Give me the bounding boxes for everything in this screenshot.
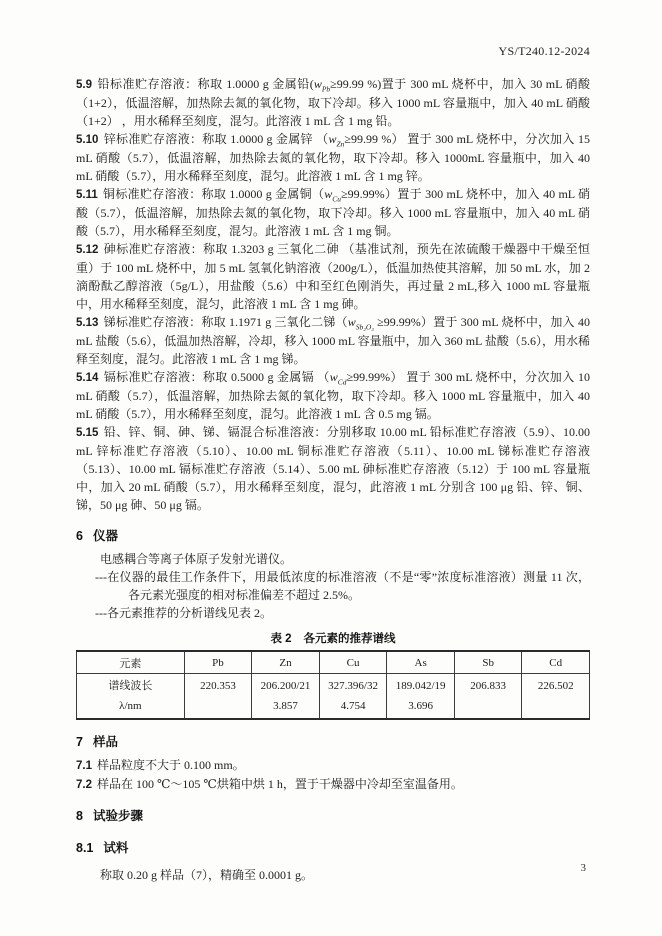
row-label-line2: λ/nm [119, 700, 142, 712]
section-8-heading [76, 806, 590, 824]
row-label-line1: 谱线波长 [108, 680, 153, 692]
value-cd-line1: 226.502 [537, 680, 574, 692]
clause-5-9 [76, 75, 590, 130]
clause-5-15 [76, 423, 590, 514]
clause-8-1-heading [76, 838, 590, 856]
clause-text: 锌标准贮存溶液：称取 1.0000 g 金属锌 （$w_{Zn}\ge 99.99$ %） 置于 300 mL 烧杯中，分次加入 15 mL 硝酸（5.7），低温溶解，加热除去氮的氧化物，取下冷却。移入 1000mL 容量瓶中，加入 40 mL 硝酸（5.7），用水稀释至刻度，混匀。此溶液 1 mL 含 1 mg 锌。 [76, 132, 590, 183]
value-pb-line2 [186, 696, 251, 716]
value-cell-cd [522, 674, 590, 720]
section-title: 试验步骤 [92, 809, 143, 823]
value-cell-sb [454, 674, 522, 720]
col-header-cu: Cu [319, 651, 387, 674]
standard-number-header: YS/T240.12-2024 [498, 44, 590, 58]
value-as-line1: 189.042/19 [395, 680, 446, 692]
col-header-sb: Sb [454, 651, 522, 674]
table-recommended-spectral-lines [76, 650, 590, 720]
table-header-row [77, 651, 590, 674]
clause-text: 锑标准贮存溶液：称取 1.1971 g 三氧化二锑$(w_{Sb_2O_3} \ge 99.99\%)$置于 300 mL 烧杯中，加入 40 mL 盐酸（5.6），低温加热溶解，冷却，移入 1000 mL 容量瓶中，加入 360 mL 盐酸（5.6），用水稀释至刻度，混匀。此溶液 1 mL 含 1 mg 锑。 [76, 315, 590, 366]
section-number: 8 [76, 809, 83, 823]
section-6-dash-item-2: ---各元素推荐的分析谱线见表 2。 [95, 606, 272, 620]
table-caption-text: 各元素的推荐谱线 [303, 633, 396, 645]
clause-title: 试料 [103, 841, 129, 855]
table-2-caption [76, 630, 590, 646]
clause-7-2 [76, 775, 590, 794]
clause-text: 镉标准贮存溶液：称取 0.5000 g 金属镉 $(w_{Cd}\ge 99.99\%)$ 置于 300 mL 烧杯中，分次加入 10 mL 硝酸（5.7），低温溶解，加热除去氮的氧化物，取下冷却。移入 1000 mL 容量瓶中，加入 40 mL 硝酸（5.7），用水稀释至刻度，混匀。此溶液 1 mL 含 0.5 mg 镉。 [76, 370, 590, 421]
clause-8-1-text: 称取 0.20 g 样品（7），精确至 0.0001 g。 [100, 868, 314, 882]
section-number: 6 [76, 529, 83, 543]
clause-number: 5.14 [76, 372, 99, 384]
clause-5-10 [76, 130, 590, 185]
clause-number: 7.2 [76, 779, 92, 791]
value-zn-line2: 3.857 [273, 700, 298, 712]
clause-text: 砷标准贮存溶液：称取 1.3203 g 三氧化二砷 （基准试剂，预先在浓硫酸干燥器中干燥至恒重）于 100 mL 烧杯中，加 5 mL 氢氧化钠溶液（200g/L），低温加热使其溶解，加 50 mL 水，加 2 滴酚酞乙醇溶液（5g/L），用盐酸（5.6）中和至红色刚消失，再过量 2 mL,移入 1000 mL 容量瓶中，用水稀释至刻度，混匀，此溶液 1 mL 含 1 mg 砷。 [76, 242, 590, 311]
clause-5-13 [76, 313, 590, 368]
clause-text: 铜标准贮存溶液：称取 1.0000 g 金属铜$(w_{Cu}\ge 99.99\%)$置于 300 mL 烧杯中，加入 40 mL 硝酸（5.7），低温溶解，加热除去氮的氧化物，取下冷却。移入 1000 mL 容量瓶中，加入 40 mL 硝酸（5.7），用水稀释至刻度，混匀。此溶液 1 mL 含 1 mg 铜。 [76, 187, 590, 238]
section-6-dash-item-1: ---在仪器的最佳工作条件下，用最低浓度的标准溶液（不是“零”浓度标准溶液）测量 11 次，各元素光强度的相对标准偏差不超过 2.5%。 [95, 570, 590, 602]
clause-number: 5.12 [76, 244, 99, 256]
table-caption-label: 表 2 [270, 633, 292, 645]
value-cu-line1: 327.396/32 [328, 680, 378, 692]
clause-number: 5.13 [76, 317, 99, 329]
section-title: 仪器 [92, 529, 118, 543]
value-sb-line1: 206.833 [470, 680, 507, 692]
section-6-intro: 电感耦合等离子体原子发射光谱仪。 [100, 552, 293, 566]
col-header-cd: Cd [522, 651, 590, 674]
page-number: 3 [580, 862, 586, 874]
value-zn-line1: 206.200/21 [260, 680, 311, 692]
clause-number: 5.15 [76, 427, 99, 439]
value-cell-pb [184, 674, 252, 720]
value-cell-zn [252, 674, 320, 720]
col-header-zn: Zn [252, 651, 320, 674]
row-label-cell [77, 674, 185, 720]
clause-number: 5.11 [76, 189, 98, 201]
clause-5-11 [76, 185, 590, 240]
value-sb-line2 [456, 696, 521, 716]
clause-text: 铅标准贮存溶液：称取 1.0000 g 金属铅($w_{Pb}\ge 99.99$ %)置于 300 mL 烧杯中，加入 30 mL 硝酸（1+2），低温溶解，加热除去氮的氧化物，取下冷却。移入 1000 mL 容量瓶中，加入 40 mL 硝酸 （1+2） ，用水稀释至刻度，混匀。此溶液 1 mL 含 1 mg 铅。 [76, 77, 590, 128]
col-header-element: 元素 [77, 651, 185, 674]
value-as-line2: 3.696 [408, 700, 433, 712]
clause-text: 样品粒度不大于 0.100 mm。 [97, 758, 245, 772]
clause-number: 5.10 [76, 134, 99, 146]
clause-text: 铅、锌、铜、砷、锑、镉混合标准溶液：分别移取 10.00 mL 铅标准贮存溶液（5.9）、10.00 mL 锌标准贮存溶液（5.10）、10.00 mL 铜标准贮存溶液（5.11）、10.00 mL 锑标准贮存溶液（5.13）、10.00 mL 镉标准贮存溶液（5.14）、5.00 mL 砷标准贮存溶液（5.12）于 100 mL 容量瓶中，加入 20 mL 硝酸（5.7），用水稀释至刻度，混匀，此溶液 1 mL 分别含 100 μg 铅、锌、铜、锑，50 μg 砷、50 μg 镉。 [76, 425, 590, 512]
value-pb-line1: 220.353 [200, 680, 236, 692]
clause-number: 5.9 [76, 79, 92, 91]
section-number: 7 [76, 735, 83, 749]
clause-5-12 [76, 240, 590, 313]
value-cu-line2: 4.754 [340, 700, 366, 712]
value-cell-as [387, 674, 455, 720]
clause-number: 7.1 [76, 760, 92, 772]
clause-5-14 [76, 368, 590, 423]
col-header-pb: Pb [184, 651, 252, 674]
col-header-as: As [387, 651, 455, 674]
clause-7-1 [76, 756, 590, 775]
clause-number: 8.1 [76, 841, 94, 855]
section-6-heading [76, 526, 590, 544]
value-cd-line2 [523, 696, 588, 716]
section-title: 样品 [92, 735, 118, 749]
section-7-heading [76, 732, 590, 750]
page-content [76, 44, 590, 884]
value-cell-cu [319, 674, 387, 720]
table-data-row [77, 674, 590, 720]
clause-text: 样品在 100 ℃～105 ℃烘箱中烘 1 h，置于干燥器中冷却至室温备用。 [97, 777, 463, 791]
